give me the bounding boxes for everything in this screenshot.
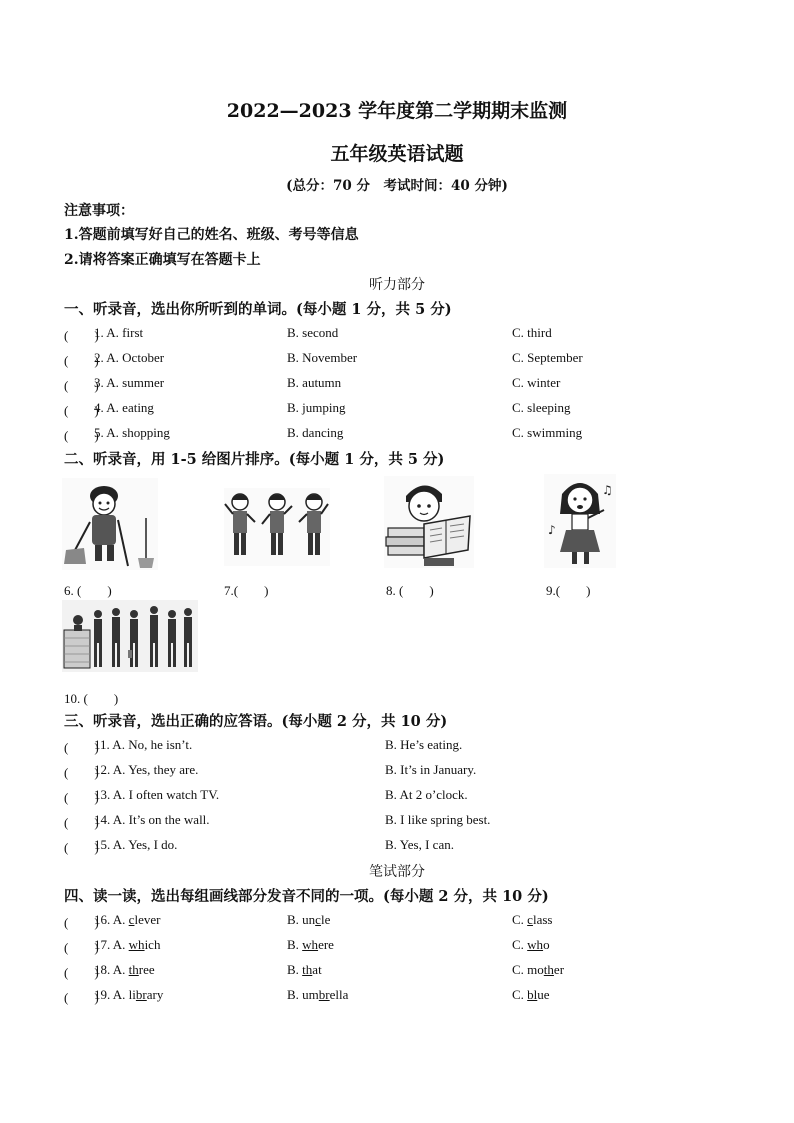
- option-a: 11. A. No, he isn’t.: [94, 737, 193, 752]
- underlined-part: wh: [527, 937, 544, 952]
- question-row: [64, 737, 744, 757]
- word-part: o: [543, 937, 550, 952]
- picture-label[interactable]: 10. ( ): [64, 691, 119, 706]
- picture-label[interactable]: 6. ( ): [64, 583, 112, 598]
- question-row: [64, 762, 744, 782]
- option-b: [287, 962, 322, 978]
- answer-blank[interactable]: ( ): [64, 353, 99, 368]
- word-part: C.: [512, 987, 528, 1002]
- question-row: [64, 425, 744, 445]
- answer-blank[interactable]: ( ): [64, 378, 99, 393]
- reading-picture: [384, 476, 474, 568]
- section-3-title: 三、听录音，选出正确的应答语。(每小题 2 分，共 10 分): [64, 713, 448, 730]
- answer-blank[interactable]: ( ): [64, 940, 99, 955]
- word-part: ere: [318, 937, 334, 952]
- question-row: [64, 962, 744, 982]
- question-row: [64, 375, 744, 395]
- word-part: li: [128, 987, 136, 1002]
- word-part: B.: [287, 962, 303, 977]
- word-part: lever: [134, 912, 161, 927]
- word-part: ella: [329, 987, 349, 1002]
- underlined-part: wh: [128, 937, 145, 952]
- answer-blank[interactable]: ( ): [64, 965, 99, 980]
- option-b: B. second: [287, 325, 339, 340]
- option-b: [287, 937, 334, 953]
- exercise-picture: [224, 488, 330, 566]
- option-a: 12. A. Yes, they are.: [94, 762, 199, 777]
- option-c: [512, 987, 550, 1003]
- word-part: ue: [537, 987, 550, 1002]
- word-part: er: [553, 962, 565, 977]
- underlined-part: c: [315, 912, 321, 927]
- option-c: [512, 912, 552, 928]
- option-a: 2. A. October: [94, 350, 165, 365]
- option-b: B. dancing: [287, 425, 344, 440]
- word-part: at: [312, 962, 322, 977]
- underlined-part: bl: [527, 987, 538, 1002]
- exam-title: 2022—2023 学年度第二学期期末监测: [226, 100, 568, 122]
- question-row: [64, 787, 744, 807]
- option-c: C. September: [512, 350, 583, 365]
- question-number: 16. A.: [94, 912, 126, 927]
- svg-text:♫: ♫: [602, 483, 613, 497]
- question-number: 18. A.: [94, 962, 126, 977]
- answer-blank[interactable]: ( ): [64, 765, 99, 780]
- word-part: lass: [532, 912, 553, 927]
- notes-item: 1.答题前填写好自己的姓名、班级、考号等信息: [64, 227, 359, 243]
- option-b: B. Yes, I can.: [385, 837, 454, 852]
- notes-heading: 注意事项：: [64, 203, 134, 219]
- option-a: [94, 937, 160, 953]
- answer-blank[interactable]: ( ): [64, 990, 99, 1005]
- picture-label[interactable]: 9.( ): [546, 583, 591, 598]
- question-row: [64, 837, 744, 857]
- question-number: 17. A.: [94, 937, 126, 952]
- notes-item: 2.请将答案正确填写在答题卡上: [64, 252, 261, 268]
- question-row: [64, 937, 744, 957]
- question-row: [64, 812, 744, 832]
- listening-label: 听力部分: [369, 277, 425, 293]
- question-row: [64, 350, 744, 370]
- word-part: B. um: [287, 987, 319, 1002]
- answer-blank[interactable]: ( ): [64, 740, 99, 755]
- answer-blank[interactable]: ( ): [64, 428, 99, 443]
- question-number: 19. A.: [94, 987, 126, 1002]
- exam-info: (总分：70 分 考试时间：40 分钟): [286, 178, 508, 194]
- question-row: [64, 325, 744, 345]
- option-c: C. swimming: [512, 425, 583, 440]
- word-part: C.: [512, 912, 528, 927]
- underlined-part: br: [318, 987, 330, 1002]
- underlined-part: wh: [302, 937, 319, 952]
- singing-picture: [544, 474, 616, 568]
- underlined-part: c: [128, 912, 135, 927]
- queue-picture: [62, 600, 198, 672]
- option-b: B. At 2 o’clock.: [385, 787, 468, 802]
- word-part: C.: [512, 937, 528, 952]
- option-a: 13. A. I often watch TV.: [94, 787, 220, 802]
- option-b: B. It’s in January.: [385, 762, 477, 777]
- question-row: [64, 987, 744, 1007]
- answer-blank[interactable]: ( ): [64, 790, 99, 805]
- option-a: 15. A. Yes, I do.: [94, 837, 178, 852]
- option-a: 5. A. shopping: [94, 425, 170, 440]
- question-row: [64, 912, 744, 932]
- word-part: C. mo: [512, 962, 544, 977]
- option-a: 3. A. summer: [94, 375, 165, 390]
- option-c: [512, 937, 550, 953]
- word-part: ary: [146, 987, 164, 1002]
- option-b: B. November: [287, 350, 358, 365]
- underlined-part: th: [302, 962, 313, 977]
- answer-blank[interactable]: ( ): [64, 815, 99, 830]
- option-b: B. jumping: [287, 400, 346, 415]
- answer-blank[interactable]: ( ): [64, 328, 99, 343]
- writing-label: 笔试部分: [369, 864, 425, 880]
- word-part: ree: [138, 962, 155, 977]
- underlined-part: th: [128, 962, 139, 977]
- option-a: [94, 912, 160, 928]
- answer-blank[interactable]: ( ): [64, 915, 99, 930]
- option-b: B. I like spring best.: [385, 812, 491, 827]
- option-c: C. winter: [512, 375, 561, 390]
- picture-label[interactable]: 7.( ): [224, 583, 269, 598]
- option-c: C. third: [512, 325, 552, 340]
- word-part: B. un: [287, 912, 316, 927]
- underlined-part: c: [527, 912, 533, 927]
- section-1-title: 一、听录音，选出你所听到的单词。(每小题 1 分，共 5 分): [64, 301, 452, 318]
- section-4-title: 四、读一读，选出每组画线部分发音不同的一项。(每小题 2 分，共 10 分): [64, 888, 549, 905]
- answer-blank[interactable]: ( ): [64, 840, 99, 855]
- picture-label[interactable]: 8. ( ): [386, 583, 434, 598]
- underlined-part: br: [135, 987, 147, 1002]
- answer-blank[interactable]: ( ): [64, 403, 99, 418]
- option-b: [287, 987, 348, 1003]
- word-part: ich: [144, 937, 161, 952]
- word-part: le: [320, 912, 331, 927]
- option-a: [94, 962, 155, 978]
- underlined-part: th: [543, 962, 554, 977]
- svg-text:♪: ♪: [548, 523, 556, 537]
- word-part: B.: [287, 937, 303, 952]
- option-c: C. sleeping: [512, 400, 571, 415]
- option-b: B. autumn: [287, 375, 342, 390]
- exam-subtitle: 五年级英语试题: [330, 143, 464, 165]
- option-b: B. He’s eating.: [385, 737, 463, 752]
- sweeping-picture: [62, 478, 158, 570]
- option-a: [94, 987, 163, 1003]
- option-a: 1. A. first: [94, 325, 144, 340]
- option-a: 14. A. It’s on the wall.: [94, 812, 210, 827]
- question-row: [64, 400, 744, 420]
- option-c: [512, 962, 564, 978]
- section-2-title: 二、听录音，用 1-5 给图片排序。(每小题 1 分，共 5 分): [64, 451, 445, 468]
- option-a: 4. A. eating: [94, 400, 154, 415]
- option-b: [287, 912, 330, 928]
